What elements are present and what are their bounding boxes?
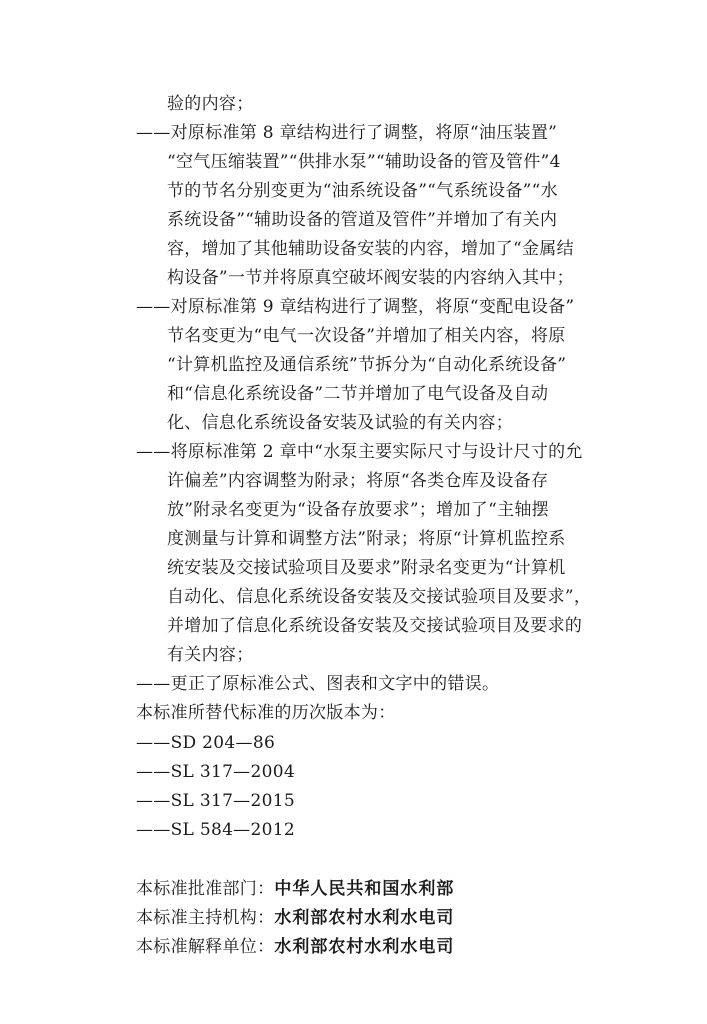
text-line: 和“信息化系统设备”二节并增加了电气设备及自动 [167, 384, 549, 404]
info-value: 中华人民共和国水利部 [274, 879, 455, 899]
info-label: 本标准解释单位： [136, 937, 275, 957]
text-line: ——将原标准第 2 章中“水泵主要实际尺寸与设计尺寸的允 [136, 442, 583, 462]
history-intro: 本标准所替代标准的历次版本为： [136, 703, 396, 723]
text-line: 化、信息化系统设备安装及试验的有关内容； [167, 413, 513, 433]
info-value: 水利部农村水利水电司 [274, 908, 455, 928]
text-line: 节的节名分别变更为“油系统设备”“气系统设备”“水 [167, 181, 558, 201]
text-line: ——对原标准第 8 章结构进行了调整，将原“油压装置” [136, 123, 558, 143]
text-line: ——更正了原标准公式、图表和文字中的错误。 [136, 674, 500, 694]
info-host-org [136, 907, 454, 929]
info-label: 本标准批准部门： [136, 879, 275, 899]
info-label: 本标准主持机构： [136, 908, 275, 928]
text-line: ——对原标准第 9 章结构进行了调整，将原“变配电设备” [136, 297, 575, 317]
info-value: 水利部农村水利水电司 [274, 937, 455, 957]
text-line: 容，增加了其他辅助设备安装的内容，增加了“金属结 [167, 239, 574, 259]
text-line: 并增加了信息化系统设备安装及交接试验项目及要求的 [167, 616, 583, 636]
history-item: ——SL 317—2015 [136, 791, 295, 811]
text-line: 节名变更为“电气一次设备”并增加了相关内容，将原 [167, 326, 566, 346]
info-approval-dept [136, 878, 454, 900]
history-item: ——SL 317—2004 [136, 762, 295, 782]
text-line: 自动化、信息化系统设备安装及交接试验项目及要求”， [167, 587, 592, 607]
text-line: “计算机监控及通信系统”节拆分为“自动化系统设备” [167, 355, 567, 375]
text-line: 度测量与计算和调整方法”附录；将原“计算机监控系 [167, 529, 566, 549]
text-line: 统安装及交接试验项目及要求”附录名变更为“计算机 [167, 558, 566, 578]
text-line: 许偏差”内容调整为附录；将原“各类仓库及设备存 [167, 471, 549, 491]
text-line: “空气压缩装置”“供排水泵”“辅助设备的管及管件”4 [167, 152, 561, 172]
history-item: ——SL 584—2012 [136, 820, 295, 840]
text-line: 验的内容； [167, 94, 254, 114]
info-interpret-unit [136, 936, 454, 958]
text-line: 放”附录名变更为“设备存放要求”；增加了“主轴摆 [167, 500, 549, 520]
text-line: 有关内容； [167, 645, 254, 665]
text-line: 系统设备”“辅助设备的管道及管件”并增加了有关内 [167, 210, 558, 230]
text-line: 构设备”一节并将原真空破坏阀安装的内容纳入其中； [167, 268, 574, 288]
history-item: ——SD 204—86 [136, 733, 276, 753]
